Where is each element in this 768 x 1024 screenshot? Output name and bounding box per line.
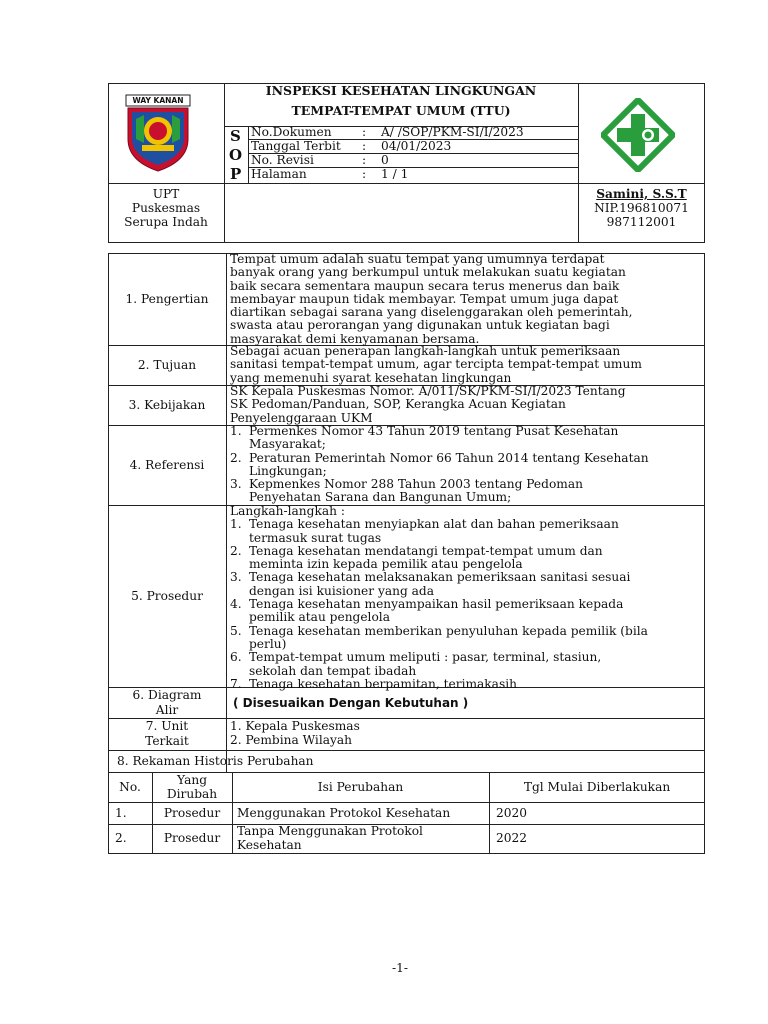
list-line: Tenaga kesehatan melaksanakan pemeriksaan sanitasi sesuai [249,570,631,585]
meta-value-halaman: 1 / 1 [381,167,409,181]
history-row-yang: Prosedur [163,831,221,845]
pengertian-line: masyarakat demi kenyamanan bersama. [230,331,480,346]
pengertian-line: baik secara sementara maupun secara terus menerus dan baik [230,278,620,293]
history-header-isi: Isi Perubahan [317,779,404,794]
list-number: 4. [230,597,242,612]
signer-nip-line2: 987112001 [606,215,677,229]
list-item [227,425,699,452]
sop-letter-s: S [230,127,241,145]
list-item [227,478,699,505]
list-line: Tempat-tempat umum meliputi : pasar, terminal, stasiun, [249,650,602,665]
list-item [227,545,699,572]
list-line: Kepmenkes Nomor 288 Tahun 2003 tentang Pedoman [249,477,583,492]
org-line1: UPT [152,187,180,201]
list-line: Lingkungan; [249,463,327,478]
history-header-tgl: Tgl Mulai Diberlakukan [523,779,671,794]
org-line3: Serupa Indah [124,215,208,229]
list-line: Penyehatan Sarana dan Bangunan Umum; [249,490,512,505]
history-header-yang-dirubah: Yang Dirubah [166,773,218,801]
unit-item: 1. Kepala Puskesmas [230,719,360,733]
page-number: -1- [392,961,408,975]
divider [108,802,705,803]
list-line: dengan isi kuisioner yang ada [249,583,434,598]
tujuan-text [230,345,698,385]
signer-name: Samini, S.S.T [596,187,687,201]
list-number: 3. [230,570,242,585]
section-label-pengertian: 1. Pengertian [125,291,209,306]
document-title-line2: TEMPAT-TEMPAT UMUM (TTU) [291,103,511,118]
history-row-no: 2. [115,831,127,845]
list-line: pemilik atau pengelola [249,610,390,625]
pengertian-text [230,253,698,346]
list-number: 1. [230,424,242,438]
logo-caption: WAY KANAN [132,96,184,105]
list-line: Peraturan Pemerintah Nomor 66 Tahun 2014 tentang Kesehatan [249,450,649,465]
history-row-tgl: 2022 [496,831,528,845]
list-line: Tenaga kesehatan menyiapkan alat dan bahan pemeriksaan [249,517,619,532]
list-number: 7. [230,676,242,691]
prosedur-list [227,505,699,691]
sop-letter-o: O [229,146,243,164]
list-line: Tenaga kesehatan memberikan penyuluhan kepada pemilik (bila [249,623,648,638]
pengertian-line: membayar maupun tidak membayar. Tempat umum juga dapat [230,291,619,306]
history-row-tgl: 2020 [496,806,528,820]
sop-letter-p: P [230,165,242,183]
list-line: termasuk surat tugas [249,530,382,545]
history-row-yang: Prosedur [163,806,221,820]
history-header-no: No. [119,779,141,794]
shield-emblem [122,93,194,173]
list-item [227,678,699,691]
rekaman-title: 8. Rekaman Historis Perubahan [117,754,314,768]
section-label-unit-line2: Terkait [145,734,189,748]
list-number: 2. [230,450,242,465]
section-label-referensi: 4. Referensi [129,457,205,472]
tujuan-line: yang memenuhi syarat kesehatan lingkungan [230,370,512,385]
list-number: 3. [230,477,242,492]
pengertian-line: swasta atau perorangan yang digunakan untuk kegiatan bagi [230,318,610,333]
meta-label-tanggal: Tanggal Terbit [251,139,341,153]
meta-sep: : [362,139,367,153]
list-line: Permenkes Nomor 43 Tahun 2019 tentang Pusat Kesehatan [249,424,619,438]
pengertian-line: banyak orang yang berkumpul untuk melakukan suatu kegiatan [230,265,626,280]
list-item [227,571,699,598]
meta-value-no-dokumen: A/ /SOP/PKM-SI/I/2023 [381,125,524,139]
list-line: Tenaga kesehatan menyampaikan hasil pemeriksaan kepada [249,597,624,612]
history-row-isi: Menggunakan Protokol Kesehatan [237,806,451,820]
list-line: Masyarakat; [249,437,326,452]
meta-label-halaman: Halaman [251,167,307,181]
list-line: Tenaga kesehatan berpamitan, terimakasih [249,676,517,691]
meta-value-revisi: 0 [381,153,389,167]
pengertian-line: Tempat umum adalah suatu tempat yang umumnya terdapat [230,252,605,266]
list-item [227,625,699,652]
puskesmas-logo [601,98,675,172]
kebijakan-line: SK Pedoman/Panduan, SOP, Kerangka Acuan Kegiatan [230,397,566,412]
section-label-diagram-line1: 6. Diagram [132,688,202,702]
meta-sep: : [362,125,367,139]
list-line: meminta izin kepada pemilik atau pengelola [249,557,523,572]
section-label-tujuan: 2. Tujuan [137,357,197,372]
list-number: 6. [230,650,242,665]
kebijakan-line: SK Kepala Puskesmas Nomor. A/011/SK/PKM-SI/I/2023 Tentang [230,384,626,398]
meta-label-no-dokumen: No.Dokumen [251,125,332,139]
meta-sep: : [362,167,367,181]
list-number: 2. [230,543,242,558]
list-line: Tenaga kesehatan mendatangi tempat-tempat umum dan [249,543,603,558]
meta-sep: : [362,153,367,167]
prosedur-intro: Langkah-langkah : [230,504,345,518]
list-item [227,651,699,678]
list-number: 5. [230,623,242,638]
tujuan-line: Sebagai acuan penerapan langkah-langkah untuk pemeriksaan [230,344,621,358]
tujuan-line: sanitasi tempat-tempat umum, agar tercipta tempat-tempat umum [230,357,642,372]
meta-value-tanggal: 04/01/2023 [381,139,452,153]
referensi-list [227,425,699,505]
divider [248,126,249,183]
document-title-line1: INSPEKSI KESEHATAN LINGKUNGAN [265,83,537,98]
org-line2: Puskesmas [131,201,201,215]
section-label-prosedur: 5. Prosedur [131,588,203,603]
history-row-isi: Tanpa Menggunakan Protokol Kesehatan [237,824,423,852]
signer-nip-line1: NIP.196810071 [594,201,689,215]
unit-item: 2. Pembina Wilayah [230,733,352,747]
kebijakan-text [230,385,698,425]
meta-label-revisi: No. Revisi [251,153,314,167]
list-item [227,598,699,625]
kebijakan-line: Penyelenggaraan UKM [230,410,373,425]
health-cross-icon [601,98,675,172]
list-item [227,518,699,545]
pengertian-line: diartikan sebagai sarana yang diselenggarakan oleh pemerintah, [230,305,633,320]
divider [108,183,705,184]
section-label-kebijakan: 3. Kebijakan [128,397,206,412]
divider [108,750,705,751]
regional-logo [122,93,194,173]
history-row-no: 1. [115,806,127,820]
section-label-unit-line1: 7. Unit [145,719,189,733]
list-item [227,452,699,479]
section-label-diagram-line2: Alir [155,703,179,717]
list-line: perlu) [249,636,287,651]
list-number: 1. [230,517,242,532]
diagram-text: ( Disesuaikan Dengan Kebutuhan ) [233,696,469,710]
list-line: sekolah dan tempat ibadah [249,663,417,678]
